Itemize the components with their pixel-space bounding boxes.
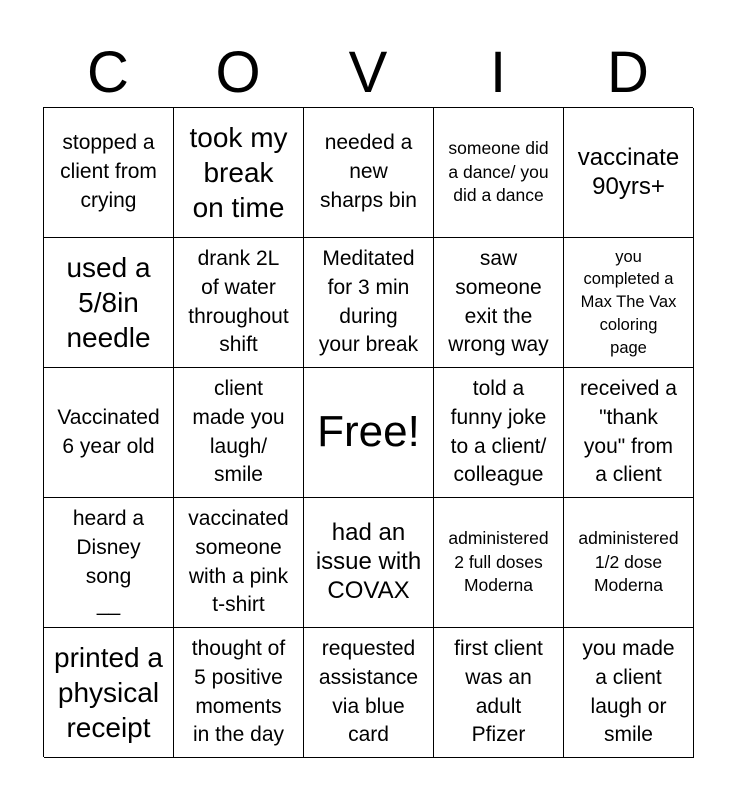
bingo-cell[interactable] [174, 498, 304, 628]
bingo-cell[interactable] [434, 238, 564, 368]
header-letter-v: V [348, 40, 388, 105]
cell-text: printed a physical receipt [54, 642, 163, 743]
cell-text: had an issue with COVAX [315, 519, 422, 604]
cell-text: requested assistance via blue card [318, 636, 419, 747]
cell-text: used a 5/8in needle [66, 252, 151, 353]
bingo-cell[interactable] [304, 238, 434, 368]
cell-text: you completed a Max The Vax coloring page [580, 247, 677, 357]
header-letter-c: C [87, 40, 129, 105]
cell-text: thought of 5 positive moments in the day [191, 636, 286, 747]
cell-text: needed a new sharps bin [320, 131, 417, 212]
header-letter-i: I [489, 40, 507, 105]
cell-text: stopped a client from crying [60, 131, 157, 212]
cell-text: told a funny joke to a client/ colleague [450, 376, 547, 487]
bingo-cell[interactable] [564, 368, 694, 498]
cell-text: took my break on time [189, 122, 288, 223]
bingo-cell[interactable] [44, 368, 174, 498]
bingo-cell[interactable] [44, 108, 174, 238]
bingo-cell[interactable] [174, 108, 304, 238]
bingo-cell[interactable] [434, 108, 564, 238]
header-letter-o: O [215, 40, 261, 105]
bingo-cell[interactable] [304, 628, 434, 758]
cell-text: received a "thank you" from a client [580, 376, 677, 487]
cell-text: saw someone exit the wrong way [448, 246, 549, 357]
bingo-cell[interactable] [44, 238, 174, 368]
free-space[interactable] [304, 368, 434, 498]
cell-text: administered 1/2 dose Moderna [578, 528, 679, 596]
cell-text: Meditated for 3 min during your break [318, 246, 419, 357]
bingo-cell[interactable] [174, 368, 304, 498]
cell-text: client made you laugh/ smile [192, 376, 285, 487]
bingo-cell[interactable] [434, 368, 564, 498]
bingo-header [43, 38, 693, 108]
bingo-board [43, 107, 693, 757]
bingo-cell[interactable] [304, 498, 434, 628]
cell-text: vaccinated someone with a pink t-shirt [188, 506, 289, 617]
bingo-cell[interactable] [564, 108, 694, 238]
bingo-cell[interactable] [564, 498, 694, 628]
bingo-cell[interactable] [304, 108, 434, 238]
cell-text: heard a Disney song __ [72, 506, 145, 617]
cell-text: drank 2L of water throughout shift [188, 246, 289, 357]
cell-text: first client was an adult Pfizer [454, 636, 543, 747]
bingo-cell[interactable] [434, 628, 564, 758]
bingo-cell[interactable] [174, 238, 304, 368]
cell-text: someone did a dance/ you did a dance [448, 138, 549, 206]
bingo-cell[interactable] [44, 498, 174, 628]
bingo-cell[interactable] [174, 628, 304, 758]
bingo-cell[interactable] [564, 238, 694, 368]
cell-text: Vaccinated 6 year old [57, 405, 160, 458]
cell-text: you made a client laugh or smile [582, 636, 675, 747]
bingo-cell[interactable] [44, 628, 174, 758]
bingo-cell[interactable] [564, 628, 694, 758]
cell-text: administered 2 full doses Moderna [448, 528, 549, 596]
header-letter-d: D [607, 40, 649, 105]
bingo-cell[interactable] [434, 498, 564, 628]
cell-text: vaccinate 90yrs+ [577, 143, 680, 200]
free-space-label: Free! [317, 407, 420, 457]
